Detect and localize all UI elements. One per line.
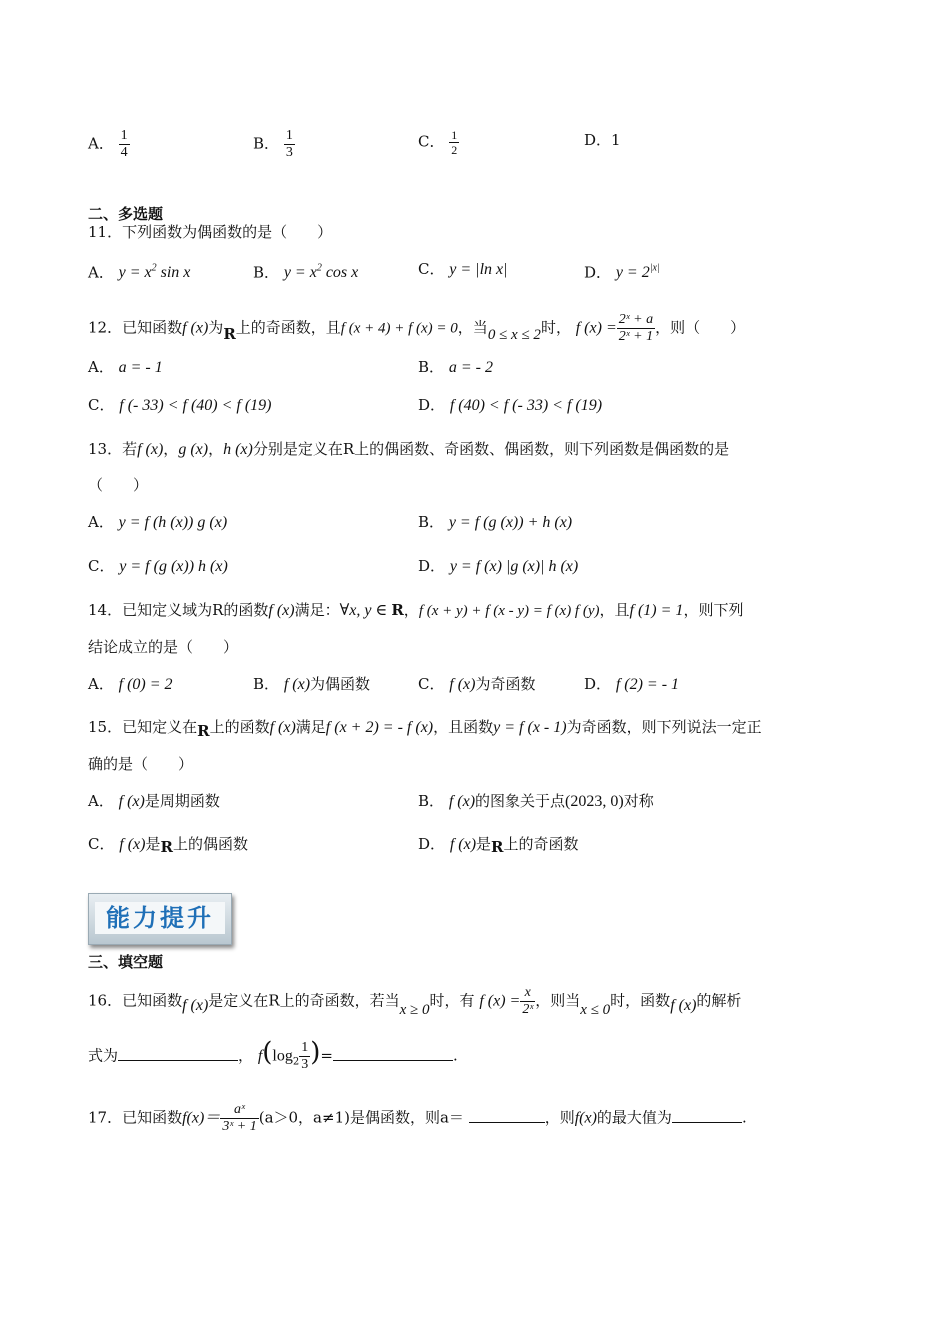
- q16-blank-2[interactable]: [333, 1044, 453, 1061]
- section-title-fill-in: 三、填空题: [88, 953, 164, 971]
- q13-option-a[interactable]: A． y = f (h (x)) g (x): [88, 513, 228, 531]
- q11-option-a[interactable]: A． $y = x^2$ sin x: [88, 263, 191, 282]
- q11-option-b[interactable]: B． $y = x^2$ cos x: [253, 263, 359, 282]
- q15-option-b[interactable]: B． f (x)的图象关于点(2023, 0)对称: [418, 792, 654, 810]
- q12-option-a[interactable]: A． a = - 1: [88, 358, 163, 376]
- q13-option-d[interactable]: D． y = f (x) |g (x)| h (x): [418, 557, 579, 575]
- q11-option-c[interactable]: C． y = |ln x|: [418, 260, 508, 278]
- q17-stem: 17．已知函数f(x)＝ $\frac{\text{aˣ}}{\text{3ˣ + 1}}$ (a＞0，a≠1)是偶函数，则a＝ ，则f(x)的最大值为 .: [88, 1102, 747, 1134]
- fraction: $\frac{x}{\text{2ˣ}}$: [522, 985, 534, 1017]
- q12-option-b[interactable]: B． a = - 2: [418, 358, 493, 376]
- q15-option-a[interactable]: A． f (x)是周期函数: [88, 792, 220, 810]
- fraction: $\frac{1}{2}$: [451, 128, 458, 157]
- q17-blank-2[interactable]: [672, 1106, 742, 1123]
- q10-option-b[interactable]: B． $\frac{1}{3}$: [253, 128, 293, 160]
- q16-stem: 16．已知函数f (x)是定义在R上的奇函数，若当x ≥ 0时，有 f (x) = $\frac{x}{\text{2ˣ}}$ ，则当x ≤ 0时，函数f (x)的解析: [88, 985, 742, 1018]
- q10-option-a[interactable]: A． $\frac{1}{4}$: [88, 128, 128, 160]
- q12-option-c[interactable]: C． f (- 33) < f (40) < f (19): [88, 396, 272, 414]
- q13-paren: （ ）: [88, 476, 149, 494]
- q16-answer-line: 式为 ， $f(\log_2$ $\frac{1}{3}$ )= .: [88, 1037, 458, 1072]
- q11-stem: 11．下列函数为偶函数的是（ ）: [88, 223, 333, 241]
- q14-stem-line2: 结论成立的是（ ）: [88, 638, 239, 656]
- fraction: $\frac{1}{3}$: [285, 128, 293, 160]
- q14-option-c[interactable]: C． f (x)为奇函数: [418, 675, 536, 693]
- q16-blank-1[interactable]: [118, 1044, 238, 1061]
- q10-option-c[interactable]: C． $\frac{1}{2}$: [418, 128, 458, 157]
- ability-boost-banner: 能力提升: [88, 893, 232, 945]
- q11-option-d[interactable]: D． $y = 2^{|x|}$: [584, 263, 660, 282]
- q14-stem: 14．已知定义域为R的函数f (x)满足：∀x, y ∈ R，f (x + y) + f (x - y) = f (x) f (y)，且f (1) = 1，则下列: [88, 601, 744, 619]
- fraction: $\frac{\text{aˣ}}{\text{3ˣ + 1}}$: [222, 1102, 257, 1134]
- q15-option-c[interactable]: C． f (x)是R上的偶函数: [88, 835, 248, 856]
- q15-stem: 15．已知定义在R上的函数f (x)满足f (x + 2) = - f (x)，且函数y = f (x - 1)为奇函数，则下列说法一定正: [88, 718, 762, 740]
- q15-stem-line2: 确的是（ ）: [88, 755, 194, 773]
- q17-blank-1[interactable]: [469, 1106, 545, 1123]
- q10-option-d[interactable]: D．1: [584, 131, 621, 149]
- q14-option-a[interactable]: A． f (0) = 2: [88, 675, 173, 693]
- q12-stem: 12．已知函数f (x)为R上的奇函数，且f (x + 4) + f (x) = 0，当0 ≤ x ≤ 2时， f (x) = $\frac{\text{2ˣ + a}}{\text{2ˣ + 1}}$ ，则（ ）: [88, 312, 746, 344]
- q14-option-d[interactable]: D． f (2) = - 1: [584, 675, 680, 693]
- q13-option-b[interactable]: B． y = f (g (x)) + h (x): [418, 513, 573, 531]
- fraction: $\frac{\text{2ˣ + a}}{\text{2ˣ + 1}}$: [618, 312, 654, 344]
- q14-option-b[interactable]: B． f (x)为偶函数: [253, 675, 371, 693]
- q12-option-d[interactable]: D． f (40) < f (- 33) < f (19): [418, 396, 603, 414]
- q13-option-c[interactable]: C． y = f (g (x)) h (x): [88, 557, 228, 575]
- section-title-multiple-choice: 二、多选题: [88, 205, 164, 223]
- q13-stem: 13．若f (x)，g (x)，h (x)分别是定义在R上的偶函数、奇函数、偶函数，则下列函数是偶函数的是: [88, 440, 730, 458]
- fraction: $\frac{1}{4}$: [120, 128, 128, 160]
- fraction: $\frac{1}{3}$: [301, 1040, 309, 1072]
- q15-option-d[interactable]: D． f (x)是R上的奇函数: [418, 835, 579, 856]
